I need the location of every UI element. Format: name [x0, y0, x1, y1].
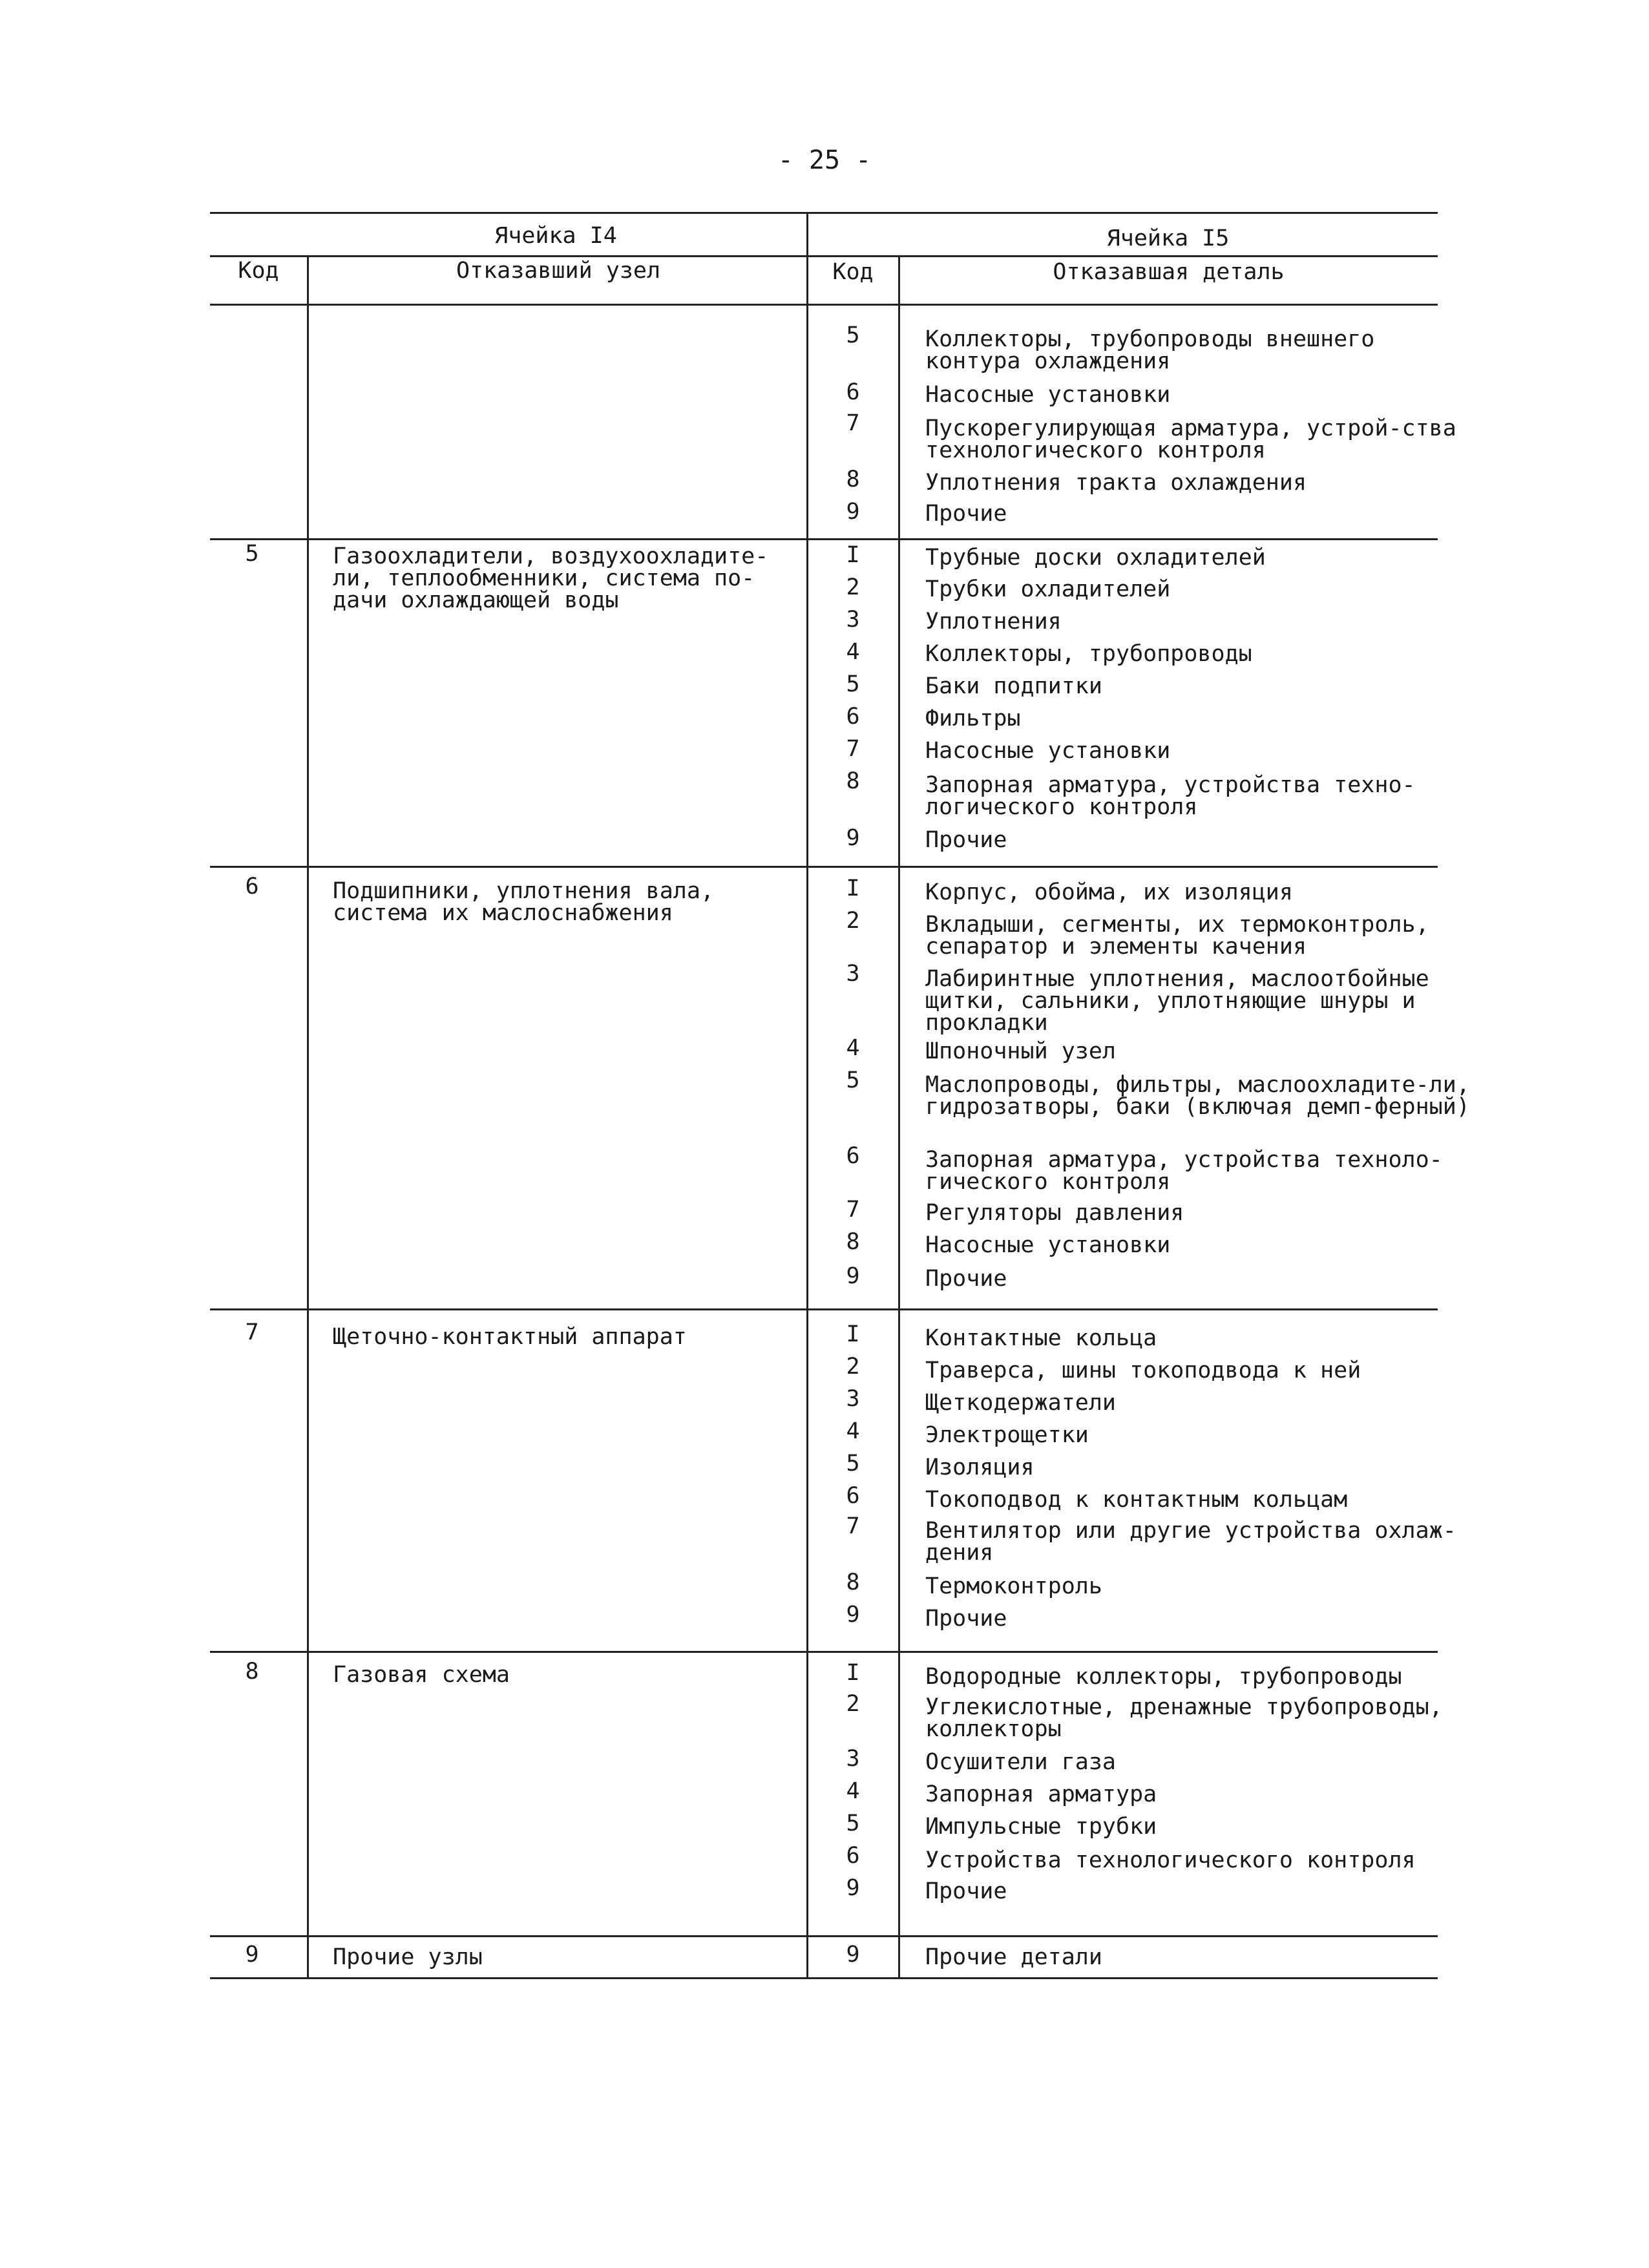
detail-text: Трубные доски охладителей — [925, 545, 1266, 571]
detail-text: Фильтры — [925, 706, 1021, 731]
group-separator — [210, 538, 1438, 540]
header-cell14: Ячейка I4 — [494, 223, 617, 249]
detail-code: I — [846, 1321, 860, 1347]
detail-code: 6 — [846, 1843, 860, 1869]
detail-text: Щеткодержатели — [925, 1390, 1117, 1416]
header-code-right: Код — [832, 259, 874, 285]
detail-text: Прочие — [925, 1266, 1007, 1292]
detail-text: Прочие — [925, 1606, 1007, 1632]
detail-text: Прочие — [925, 501, 1007, 527]
detail-text: Осушители газа — [925, 1749, 1117, 1775]
group-separator — [210, 1935, 1438, 1937]
detail-code: 3 — [846, 961, 860, 987]
detail-code: 6 — [846, 1143, 860, 1169]
table-top-rule-left — [210, 212, 808, 214]
detail-text: Трубки охладителей — [925, 576, 1171, 602]
node-code: 6 — [245, 874, 259, 899]
detail-code: 9 — [846, 1942, 860, 1968]
detail-text: Шпоночный узел — [925, 1038, 1117, 1064]
header-code-left: Код — [238, 258, 279, 284]
table-bottom-rule — [210, 1977, 1438, 1979]
detail-text: Прочие — [925, 827, 1007, 853]
detail-code: 7 — [846, 1197, 860, 1223]
detail-code: 6 — [846, 379, 860, 405]
detail-text: Корпус, обойма, их изоляция — [925, 879, 1293, 905]
node-text: Прочие узлы — [333, 1944, 483, 1970]
node-text: Подшипники, уплотнения вала, система их маслоснабжения — [333, 878, 715, 926]
node-code: 9 — [245, 1942, 259, 1968]
header-mid-rule — [210, 255, 1438, 257]
detail-code: 6 — [846, 1483, 860, 1509]
detail-code: 9 — [846, 1263, 860, 1289]
detail-code: 2 — [846, 908, 860, 934]
detail-text: Термоконтроль — [925, 1573, 1102, 1599]
detail-code: 8 — [846, 1229, 860, 1255]
detail-text: Изоляция — [925, 1454, 1035, 1480]
detail-text: Импульсные трубки — [925, 1814, 1157, 1840]
detail-text: Траверса, шины токоподвода к ней — [925, 1358, 1361, 1383]
detail-text: Токоподвод к контактным кольцам — [925, 1487, 1348, 1513]
col-divider-code-detail — [898, 255, 900, 1979]
detail-code: 4 — [846, 639, 860, 665]
detail-text: Прочие детали — [925, 1944, 1102, 1970]
node-code: 8 — [245, 1659, 259, 1685]
detail-text: Вентилятор или другие устройства охлаж-дения — [925, 1518, 1456, 1566]
detail-text: Уплотнения — [925, 609, 1062, 635]
detail-code: 8 — [846, 467, 860, 492]
detail-text: Коллекторы, трубопроводы внешнего контура охлаждения — [925, 326, 1375, 374]
detail-code: 3 — [846, 1386, 860, 1412]
detail-text: Углекислотные, дренажные трубопроводы, коллекторы — [925, 1694, 1443, 1742]
detail-code: 2 — [846, 574, 860, 600]
detail-text: Электрощетки — [925, 1422, 1089, 1448]
detail-text: Запорная арматура, устройства техно-логического контроля — [925, 772, 1416, 820]
detail-text: Прочие — [925, 1878, 1007, 1904]
node-code: 7 — [245, 1319, 259, 1345]
header-cell15: Ячейка I5 — [1106, 226, 1230, 251]
detail-code: 7 — [846, 736, 860, 762]
header-failed-node: Отказавший узел — [456, 258, 661, 284]
node-code: 5 — [245, 541, 259, 567]
group-separator — [210, 1308, 1438, 1310]
detail-text: Уплотнения тракта охлаждения — [925, 470, 1307, 496]
detail-text: Баки подпитки — [925, 673, 1102, 699]
detail-code: 4 — [846, 1418, 860, 1444]
detail-code: 3 — [846, 607, 860, 633]
detail-text: Вкладыши, сегменты, их термоконтроль, сепаратор и элементы качения — [925, 912, 1429, 960]
detail-code: 2 — [846, 1691, 860, 1717]
node-text: Газоохладители, воздухоохладите-ли, теплообменники, система по-дачи охлаждающей воды — [333, 543, 769, 613]
detail-code: 5 — [846, 1811, 860, 1836]
detail-code: 7 — [846, 1513, 860, 1539]
detail-text: Контактные кольца — [925, 1325, 1157, 1351]
detail-text: Маслопроводы, фильтры, маслоохладите-ли, гидрозатворы, баки (включая демп-ферный) — [925, 1072, 1470, 1120]
group-separator — [210, 1651, 1438, 1653]
detail-text: Устройства технологического контроля — [925, 1847, 1416, 1873]
detail-code: 9 — [846, 1875, 860, 1901]
detail-text: Насосные установки — [925, 1232, 1171, 1258]
node-text: Газовая схема — [333, 1662, 510, 1688]
table-top-rule-right — [808, 212, 1438, 214]
detail-code: 5 — [846, 1067, 860, 1093]
detail-code: 5 — [846, 322, 860, 348]
detail-code: 9 — [846, 499, 860, 525]
detail-code: 5 — [846, 1451, 860, 1476]
detail-text: Лабиринтные уплотнения, маслоотбойные щитки, сальники, уплотняющие шнуры и прокладки — [925, 966, 1429, 1036]
node-text: Щеточно-контактный аппарат — [333, 1324, 687, 1350]
detail-code: 3 — [846, 1746, 860, 1772]
detail-text: Насосные установки — [925, 382, 1171, 408]
header-failed-part: Отказавшая деталь — [1053, 259, 1285, 285]
detail-code: 9 — [846, 1602, 860, 1628]
detail-code: 2 — [846, 1354, 860, 1380]
header-bottom-rule — [210, 304, 1438, 306]
detail-code: 6 — [846, 704, 860, 730]
detail-text: Запорная арматура, устройства техноло-гического контроля — [925, 1147, 1443, 1195]
col-divider-code-node — [307, 255, 309, 1979]
detail-code: 7 — [846, 410, 860, 436]
detail-code: 4 — [846, 1035, 860, 1061]
detail-code: 8 — [846, 768, 860, 794]
detail-code: 9 — [846, 825, 860, 851]
detail-code: 8 — [846, 1570, 860, 1595]
page-number: - 25 - — [777, 145, 872, 175]
detail-code: 5 — [846, 671, 860, 697]
detail-text: Насосные установки — [925, 738, 1171, 764]
detail-code: I — [846, 1660, 860, 1686]
group-separator — [210, 866, 1438, 868]
detail-text: Коллекторы, трубопроводы — [925, 641, 1252, 667]
detail-code: I — [846, 542, 860, 568]
detail-code: I — [846, 876, 860, 901]
detail-text: Регуляторы давления — [925, 1200, 1184, 1226]
detail-text: Пускорегулирующая арматура, устрой-ства технологического контроля — [925, 415, 1456, 463]
detail-text: Водородные коллекторы, трубопроводы — [925, 1664, 1402, 1690]
detail-code: 4 — [846, 1778, 860, 1804]
detail-text: Запорная арматура — [925, 1781, 1157, 1807]
